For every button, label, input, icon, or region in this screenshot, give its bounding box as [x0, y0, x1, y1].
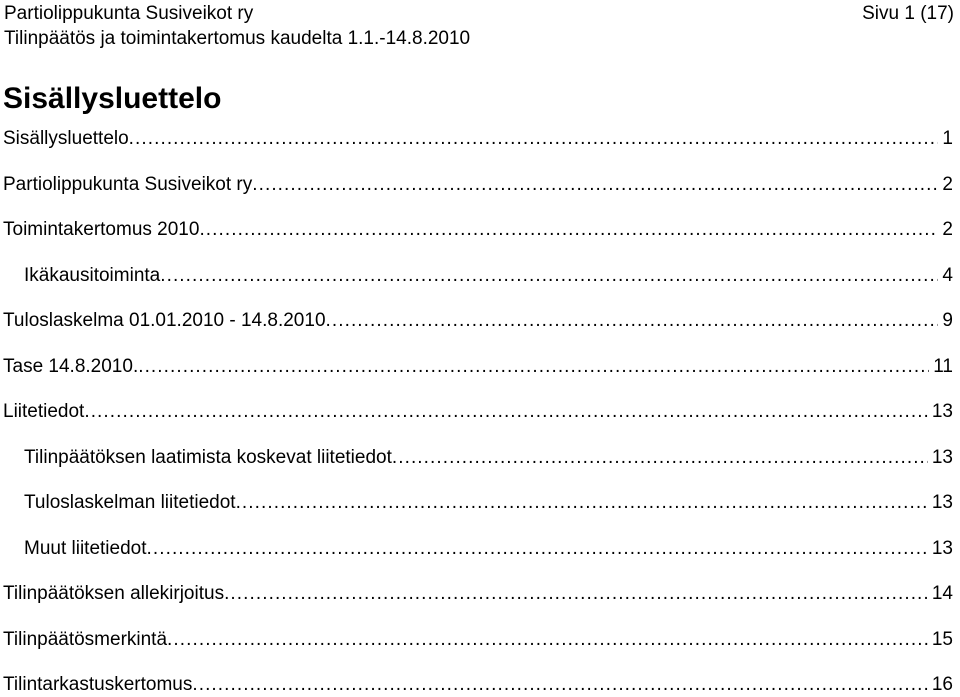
toc-entry[interactable] [24, 491, 953, 515]
toc-entry-page-number: 2 [942, 174, 953, 195]
toc-dot-leader [199, 218, 938, 242]
toc-entry[interactable] [24, 264, 953, 288]
toc-dot-leader [252, 173, 938, 197]
toc-dot-leader [326, 309, 939, 333]
toc-dot-leader [84, 400, 928, 424]
toc-entry-page-number: 13 [931, 401, 953, 422]
toc-entry-title: Sisällysluettelo [3, 128, 129, 149]
toc-entry-title: Tuloslaskelman liitetiedot [24, 492, 236, 513]
toc-entry-title: Ikäkausitoiminta [24, 265, 161, 286]
toc-entry[interactable] [24, 537, 953, 561]
toc-entry[interactable] [3, 173, 953, 197]
toc-entry-title: Tilinpäätösmerkintä [3, 629, 168, 650]
toc-dot-leader [236, 491, 928, 515]
toc-entry[interactable] [3, 400, 953, 424]
toc-dot-leader [192, 673, 928, 697]
toc-entry-title: Tilinpäätöksen allekirjoitus [3, 583, 225, 604]
toc-dot-leader [224, 582, 928, 606]
toc-entry-page-number: 13 [931, 538, 953, 559]
toc-dot-leader [392, 446, 928, 470]
toc-entry[interactable] [3, 309, 953, 333]
organization-name: Partiolippukunta Susiveikot ry [4, 3, 254, 24]
toc-entry[interactable] [3, 673, 953, 697]
toc-dot-leader [138, 355, 929, 379]
toc-entry-page-number: 14 [931, 583, 953, 604]
toc-heading: Sisällysluettelo [3, 82, 222, 115]
toc-dot-leader [160, 264, 938, 288]
toc-entry[interactable] [3, 582, 953, 606]
toc-entry[interactable] [3, 628, 953, 652]
toc-entry-title: Partiolippukunta Susiveikot ry [3, 174, 253, 195]
toc-entry-title: Tilinpäätöksen laatimista koskevat liitetiedot [24, 447, 392, 468]
toc-entry[interactable] [24, 446, 953, 470]
toc-dot-leader [167, 628, 928, 652]
toc-entry-title: Toimintakertomus 2010 [3, 219, 200, 240]
toc-entry-title: Tilintarkastuskertomus [3, 674, 193, 695]
toc-entry-page-number: 15 [931, 629, 953, 650]
toc-entry-page-number: 13 [931, 447, 953, 468]
toc-entry[interactable] [3, 355, 953, 379]
toc-entry-page-number: 13 [931, 492, 953, 513]
toc-entry-title: Tuloslaskelma 01.01.2010 - 14.8.2010 [3, 310, 326, 331]
toc-entry-title: Muut liitetiedot [24, 538, 147, 559]
toc-entry-title: Liitetiedot [3, 401, 85, 422]
toc-dot-leader [147, 537, 928, 561]
toc-entry-page-number: 2 [942, 219, 953, 240]
toc-entry[interactable] [3, 218, 953, 242]
toc-entry-title: Tase 14.8.2010. [3, 356, 139, 377]
toc-entry-page-number: 11 [933, 356, 953, 377]
page-number: Sivu 1 (17) [862, 3, 954, 24]
toc-dot-leader [129, 127, 939, 151]
toc-entry-page-number: 4 [942, 265, 953, 286]
document-subtitle: Tilinpäätös ja toimintakertomus kaudelta 1.1.-14.8.2010 [4, 28, 471, 49]
toc-entry[interactable] [3, 127, 953, 151]
toc-entry-page-number: 9 [942, 310, 953, 331]
toc-entry-page-number: 1 [942, 128, 953, 149]
toc-entry-page-number: 16 [931, 674, 953, 695]
